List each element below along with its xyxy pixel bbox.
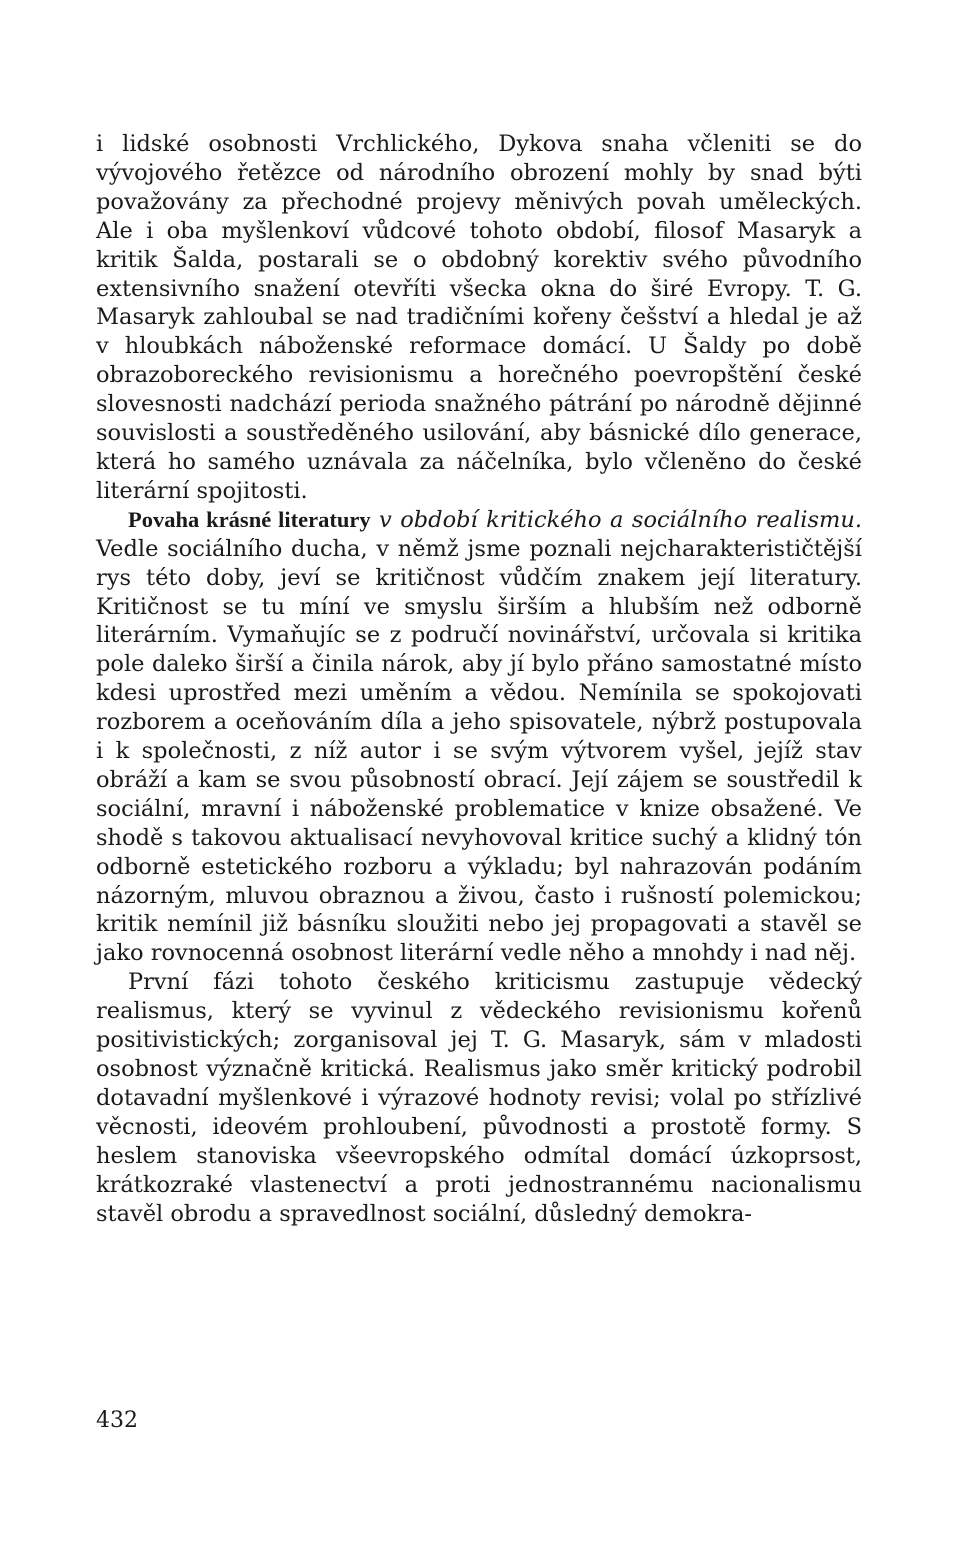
page-body	[96, 130, 862, 1228]
section-heading: Povaha krásné literatury	[128, 506, 371, 532]
page-number: 432	[96, 1408, 138, 1433]
paragraph-2	[96, 506, 862, 969]
paragraph-2-text: Vedle sociálního ducha, v němž jsme poznali nejcharakterističtější rys této doby, jeví se kritičnost vůdčím znakem její literatury. Kritičnost se tu míní ve smyslu širším a hlubším než odborně literárním. Vymaňujíc se z područí novinářství, určovala si kritika pole daleko širší a činila nárok, aby jí bylo přáno samostatné místo kdesi uprostřed mezi uměním a vědou. Nemínila se spokojovati rozborem a oceňováním díla a jeho spisovatele, nýbrž postupovala i k společnosti, z níž autor i se svým výtvorem vyšel, jejíž stav obráží a kam se svou působností obrací. Její zájem se soustředil k sociální, mravní i náboženské problematice v knize obsažené. Ve shodě s takovou aktualisací nevyhovoval kritice suchý a klidný tón odborně estetického rozboru a výkladu; byl nahrazován podáním názorným, mluvou obraznou a živou, často i rušností polemickou; kritik nemínil již básníku sloužiti nebo jej propagovati a stavěl se jako rovnocenná osobnost literární vedle něho a mnohdy i nad něj.	[96, 535, 862, 967]
section-heading-italic: v období kritického a sociálního realismu.	[370, 506, 862, 533]
paragraph-1	[96, 130, 862, 506]
paragraph-3	[96, 968, 862, 1228]
paragraph-1-text: i lidské osobnosti Vrchlického, Dykova snaha včleniti se do vývojového řetězce od národního obrození mohly by snad býti považovány za přechodné projevy měnivých povah uměleckých. Ale i oba myšlenkoví vůdcové tohoto období, filosof Masaryk a kritik Šalda, postarali se o obdobný korektiv svého původního extensivního snažení otevříti všecka okna do širé Evropy. T. G. Masaryk zahloubal se nad tradičními kořeny češství a hledal je až v hloubkách náboženské reformace domácí. U Šaldy po době obrazoboreckého revisionismu a horečného poevropštění české slovesnosti nadchází perioda snažného pátrání po národně dějinné souvislosti a soustředěného usilování, aby básnické dílo generace, která ho samého uznávala za náčelníka, bylo včleněno do české literární spojitosti.	[96, 131, 862, 504]
paragraph-3-text: První fázi tohoto českého kriticismu zastupuje vědecký realismus, který se vyvinul z vědeckého revisionismu kořenů positivistických; zorganisoval jej T. G. Masaryk, sám v mladosti osobnost význačně kritická. Realismus jako směr kritický podrobil dotavadní myšlenkové i výrazové hodnoty revisi; volal po střízlivé věcnosti, ideovém prohloubení, původnosti a prostotě formy. S heslem stanoviska všeevropského odmítal domácí úzkoprsost, krátkozraké vlastenectví a proti jednostrannému nacionalismu stavěl obrodu a spravedlnost sociální, důsledný demokra-	[96, 969, 862, 1227]
